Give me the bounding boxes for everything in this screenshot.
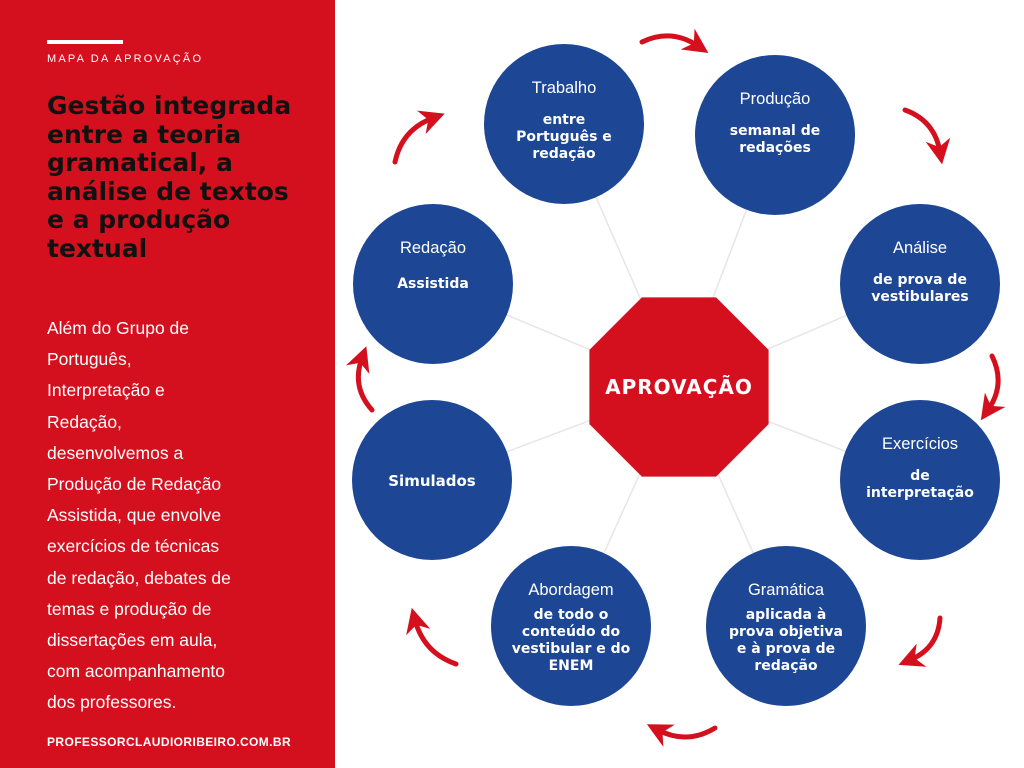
node-description: prova objetiva <box>729 624 843 640</box>
description-line: Assistida, que envolve <box>47 505 222 526</box>
node-description: redação <box>532 146 596 162</box>
diagram-node <box>695 55 855 215</box>
diagram-node <box>484 44 644 204</box>
node-description: de <box>910 468 930 484</box>
description-line: dos professores. <box>47 692 177 713</box>
cycle-arrow <box>358 358 372 410</box>
heading-line: análise de textos <box>47 176 289 206</box>
node-description: de prova de <box>873 272 967 288</box>
kicker-label: MAPA DA APROVAÇÃO <box>47 53 204 65</box>
diagram-node <box>706 546 866 706</box>
node-title: Abordagem <box>528 581 614 599</box>
description-line: Produção de Redação <box>47 474 222 495</box>
node-description: redações <box>739 140 811 156</box>
cycle-arrow <box>658 728 715 737</box>
node-description: interpretação <box>866 485 974 501</box>
node-description: e à prova de <box>736 641 836 657</box>
description-line: de redação, debates de <box>47 567 231 588</box>
node-description: vestibular e do <box>511 641 631 657</box>
website-url: PROFESSORCLAUDIORIBEIRO.COM.BR <box>47 735 292 749</box>
node-description: Simulados <box>388 472 476 490</box>
node-title: Análise <box>892 239 948 257</box>
node-description: conteúdo do <box>521 624 621 640</box>
cycle-arrow <box>910 618 940 660</box>
description-line: dissertações em aula, <box>47 630 218 651</box>
node-title: Trabalho <box>531 79 597 97</box>
cycle-arrow <box>415 620 456 664</box>
cycle-arrow <box>905 110 940 152</box>
description-line: Além do Grupo de <box>47 318 190 338</box>
node-description: aplicada à <box>745 607 827 623</box>
node-description: ENEM <box>548 658 594 674</box>
description-line: desenvolvemos a <box>47 442 184 463</box>
node-description: semanal de <box>729 123 821 139</box>
node-title: Exercícios <box>881 435 959 453</box>
diagram-node <box>352 400 512 560</box>
cycle-arrow <box>988 356 998 410</box>
diagram-node <box>840 204 1000 364</box>
node-description: redação <box>754 658 818 674</box>
heading-line: textual <box>47 233 148 263</box>
description-line: exercícios de técnicas <box>47 536 220 557</box>
node-description: entre <box>542 112 586 128</box>
center-label: APROVAÇÃO <box>605 375 753 399</box>
node-description: de todo o <box>533 607 609 623</box>
description-line: Interpretação e <box>47 380 165 401</box>
heading-line: e a produção <box>47 205 231 234</box>
node-title: Produção <box>739 90 811 108</box>
node-description: Assistida <box>397 276 469 292</box>
description-line: Português, <box>47 349 132 370</box>
diagram-node <box>491 546 651 706</box>
node-description: vestibulares <box>871 289 969 305</box>
heading-line: entre a teoria <box>47 119 242 149</box>
description-line: temas e produção de <box>47 598 212 619</box>
description-line: com acompanhamento <box>47 661 226 682</box>
node-title: Redação <box>399 239 467 257</box>
heading-line: gramatical, a <box>47 148 233 177</box>
description-line: Redação, <box>47 411 122 432</box>
diagram-node <box>353 204 513 364</box>
diagram-node <box>840 400 1000 560</box>
node-title: Gramática <box>747 581 825 599</box>
node-description: Português e <box>516 129 612 145</box>
heading-line: Gestão integrada <box>47 91 292 120</box>
cycle-arrow <box>642 36 698 46</box>
cycle-arrow <box>395 118 433 162</box>
